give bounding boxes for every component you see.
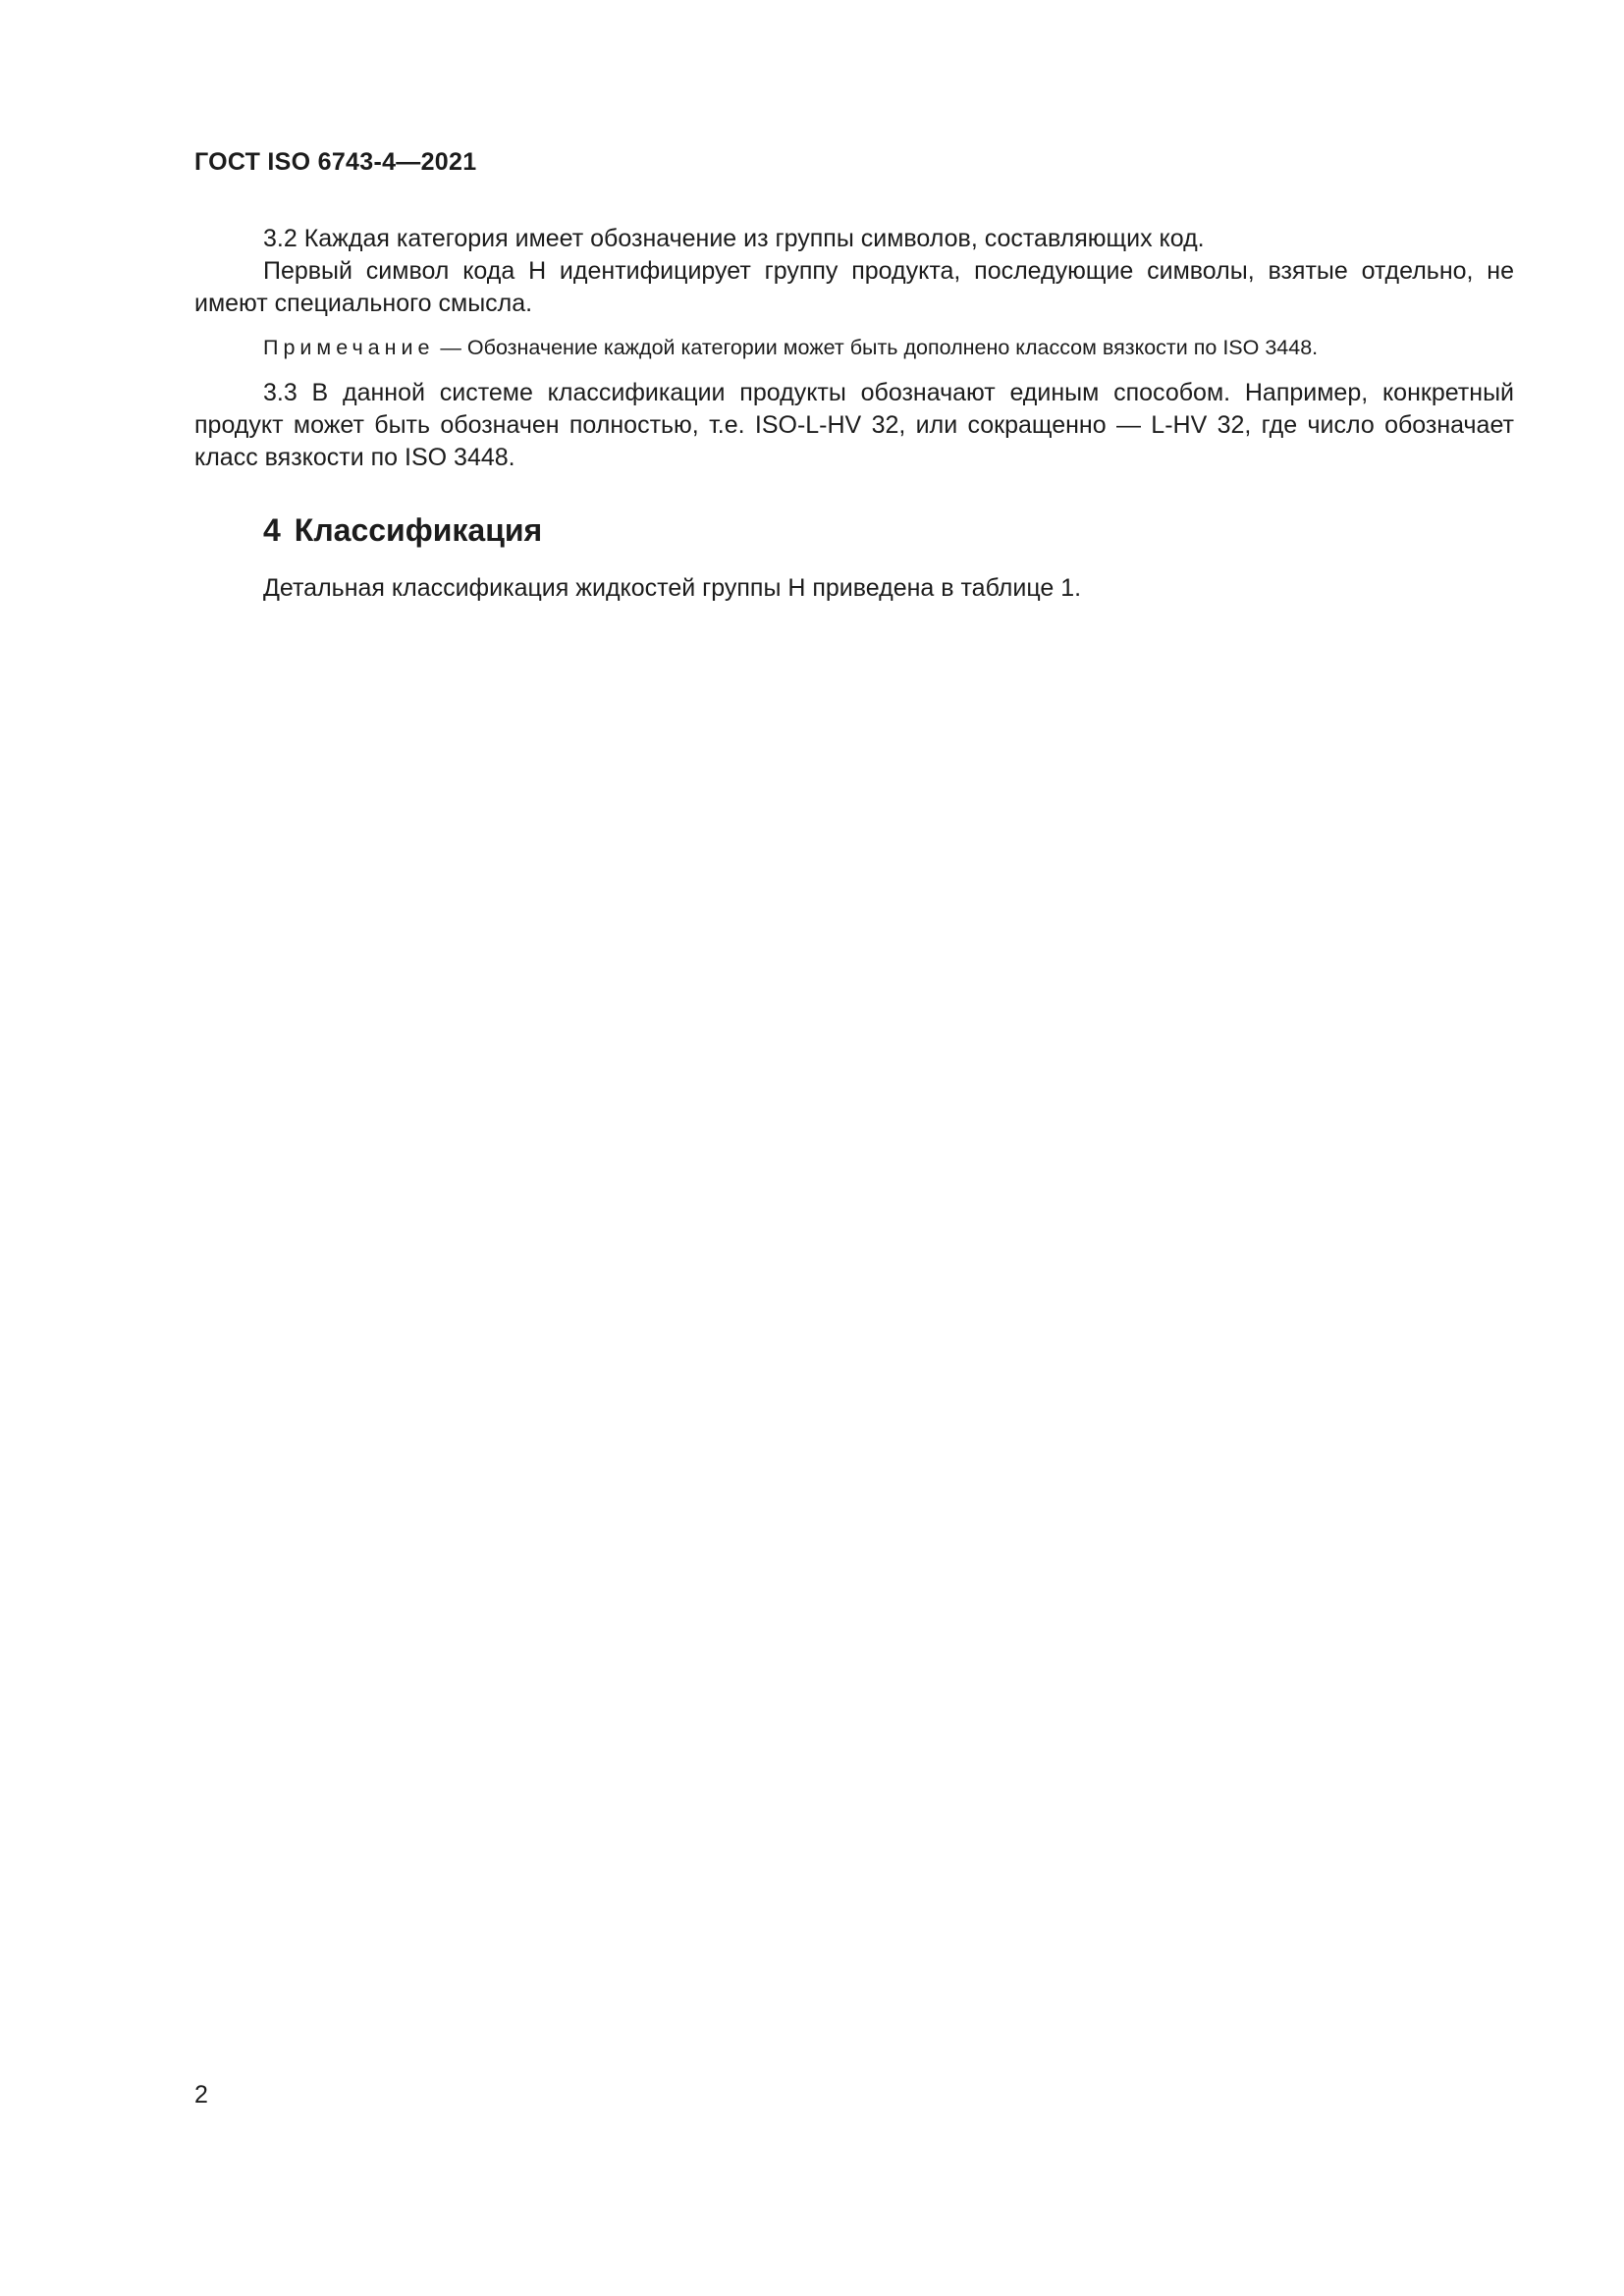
page-number: 2 xyxy=(194,2081,208,2109)
clause-3-2-paragraph-1: 3.2 Каждая категория имеет обозначение из группы символов, составляющих код. xyxy=(263,225,1205,252)
document-header: ГОСТ ISO 6743-4—2021 xyxy=(194,148,477,176)
section-title: Классификация xyxy=(294,512,543,548)
note xyxy=(194,333,1514,362)
section-number: 4 xyxy=(263,512,281,548)
clause-3-3-paragraph: 3.3 В данной системе классификации продукты обозначают единым способом. Например, конкретный продукт может быть обозначен полностью, т.е. ISO-L-HV 32, или сокращенно — L-HV 32, где число обозначает класс вязкости по ISO 3448. xyxy=(194,379,1514,471)
note-label: Примечание xyxy=(263,336,435,359)
clause-3-2-paragraph-2: Первый символ кода H идентифицирует группу продукта, последующие символы, взятые отдельно, не имеют специального смысла. xyxy=(194,257,1514,317)
section-4-heading xyxy=(263,511,1514,549)
page-content xyxy=(194,223,1514,605)
note-text: — Обозначение каждой категории может быть дополнено классом вязкости по ISO 3448. xyxy=(434,336,1319,359)
section-4-paragraph: Детальная классификация жидкостей группы H приведена в таблице 1. xyxy=(263,574,1082,602)
